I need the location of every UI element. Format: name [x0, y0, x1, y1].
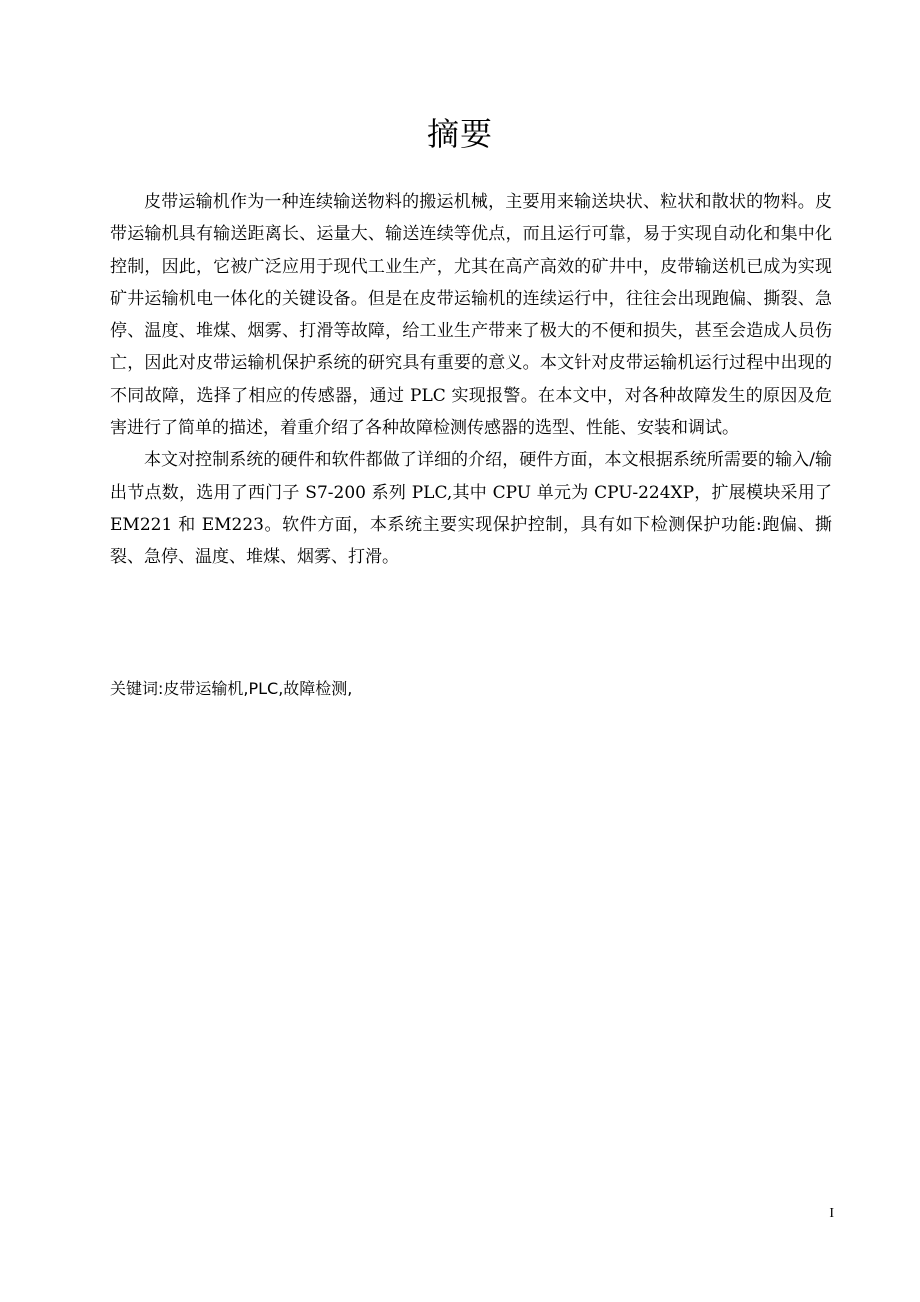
abstract-paragraph-2: 本文对控制系统的硬件和软件都做了详细的介绍，硬件方面，本文根据系统所需要的输入/输出节点数，选用了西门子 S7-200 系列 PLC,其中 CPU 单元为 CPU-224XP，扩展模块采用了 EM221 和 EM223。软件方面，本系统主要实现保护控制，具有如下检测保护功能:跑偏、撕裂、急停、温度、堆煤、烟雾、打滑。 [110, 450, 832, 568]
abstract-paragraph-1: 皮带运输机作为一种连续输送物料的搬运机械，主要用来输送块状、粒状和散状的物料。皮带运输机具有输送距离长、运量大、输送连续等优点，而且运行可靠，易于实现自动化和集中化控制，因此，它被广泛应用于现代工业生产，尤其在高产高效的矿井中，皮带输送机已成为实现矿井运输机电一体化的关键设备。但是在皮带运输机的连续运行中，往往会出现跑偏、撕裂、急停、温度、堆煤、烟雾、打滑等故障，给工业生产带来了极大的不便和损失，甚至会造成人员伤亡，因此对皮带运输机保护系统的研究具有重要的意义。本文针对皮带运输机运行过程中出现的不同故障，选择了相应的传感器，通过 PLC 实现报警。在本文中，对各种故障发生的原因及危害进行了简单的描述，着重介绍了各种故障检测传感器的选型、性能、安装和调试。 [110, 192, 832, 439]
page-number: I [829, 1206, 834, 1221]
abstract-body [110, 186, 832, 574]
keywords-line: 关键词:皮带运输机,PLC,故障检测, [110, 679, 353, 698]
page-title: 摘要 [426, 115, 493, 153]
